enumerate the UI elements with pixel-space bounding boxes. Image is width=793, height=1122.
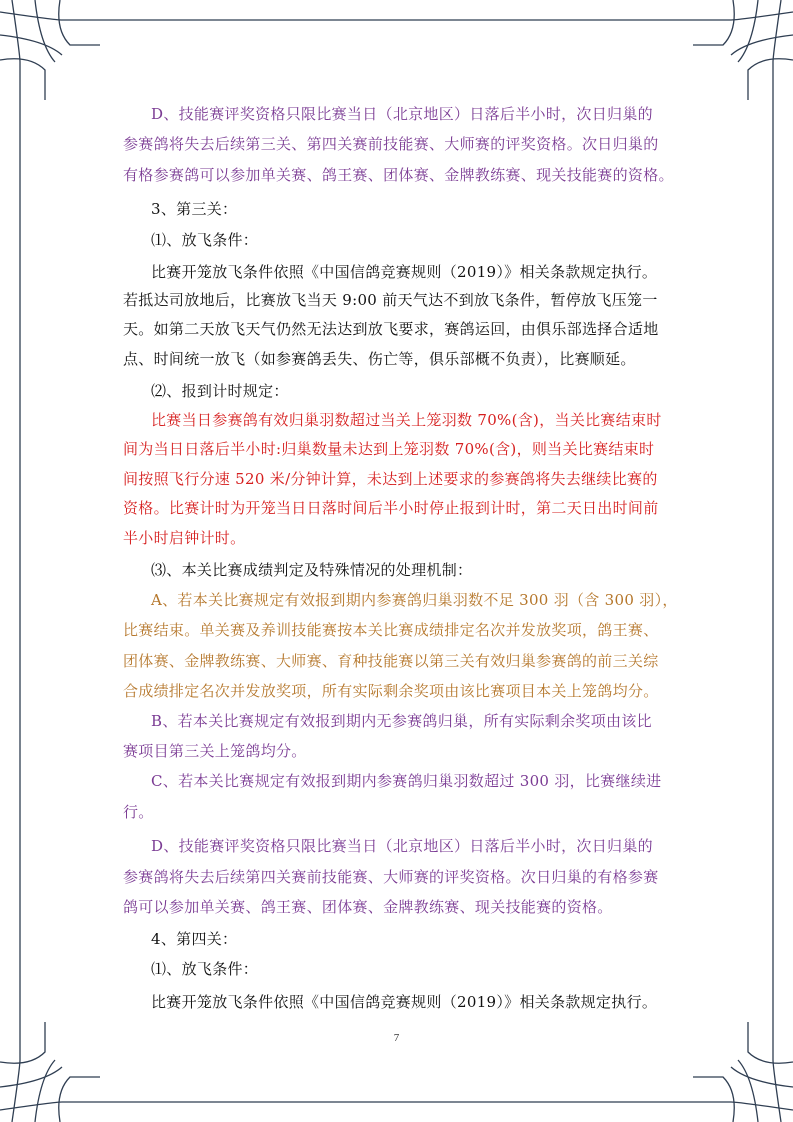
subsection-heading: ⑴、放飞条件： <box>151 231 259 249</box>
subsection-heading: ⑵、报到计时规定： <box>151 382 289 400</box>
paragraph-line: C、若本关比赛规定有效报到期内参赛鸽归巢羽数超过 300 羽，比赛继续进 <box>151 772 662 790</box>
paragraph-line: 合成绩排定名次并发放奖项，所有实际剩余奖项由该比赛项目本关上笼鸽均分。 <box>123 682 659 700</box>
paragraph-line: 半小时启钟计时。 <box>123 529 246 547</box>
paragraph-line: 间按照飞行分速 520 米/分钟计算，未达到上述要求的参赛鸽将失去继续比赛的 <box>123 470 658 488</box>
page-number: 7 <box>393 1032 400 1044</box>
paragraph-line: 赛项目第三关上笼鸽均分。 <box>123 742 307 760</box>
section-heading: 4、第四关： <box>151 930 238 948</box>
paragraph-line: 比赛结束。单关赛及养训技能赛按本关比赛成绩排定名次并发放奖项，鸽王赛、 <box>123 621 659 639</box>
paragraph-line: D、技能赛评奖资格只限比赛当日（北京地区）日落后半小时，次日归巢的 <box>151 105 653 123</box>
paragraph-line: 比赛当日参赛鸽有效归巢羽数超过当关上笼羽数 70%(含)，当关比赛结束时 <box>151 411 662 429</box>
paragraph-line: 参赛鸽将失去后续第四关赛前技能赛、大师赛的评奖资格。次日归巢的有格参赛 <box>123 868 659 886</box>
paragraph-line: 有格参赛鸽可以参加单关赛、鸽王赛、团体赛、金牌教练赛、现关技能赛的资格。 <box>123 166 674 184</box>
paragraph-line: 团体赛、金牌教练赛、大师赛、育种技能赛以第三关有效归巢参赛鸽的前三关综 <box>123 652 659 670</box>
paragraph-line: 比赛开笼放飞条件依照《中国信鸽竞赛规则（2019）》相关条款规定执行。 <box>151 263 658 281</box>
paragraph-line: B、若本关比赛规定有效报到期内无参赛鸽归巢，所有实际剩余奖项由该比 <box>151 712 652 730</box>
paragraph-line: 天。如第二天放飞天气仍然无法达到放飞要求，赛鸽运回，由俱乐部选择合适地 <box>123 320 659 338</box>
paragraph-line: 行。 <box>123 803 154 821</box>
paragraph-line: 点、时间统一放飞（如参赛鸽丢失、伤亡等，俱乐部概不负责），比赛顺延。 <box>123 350 636 368</box>
paragraph-line: 资格。比赛计时为开笼当日日落时间后半小时停止报到计时，第二天日出时间前 <box>123 499 659 517</box>
paragraph-line: 间为当日日落后半小时:归巢数量未达到上笼羽数 70%(含)，则当关比赛结束时 <box>123 440 655 458</box>
section-heading: 3、第三关： <box>151 200 238 218</box>
paragraph-line: D、技能赛评奖资格只限比赛当日（北京地区）日落后半小时，次日归巢的 <box>151 837 653 855</box>
paragraph-line: 若抵达司放地后，比赛放飞当天 9:00 前天气达不到放飞条件，暂停放飞压笼一 <box>123 291 658 309</box>
paragraph-line: 鸽可以参加单关赛、鸽王赛、团体赛、金牌教练赛、现关技能赛的资格。 <box>123 898 613 916</box>
subsection-heading: ⑴、放飞条件： <box>151 960 259 978</box>
subsection-heading: ⑶、本关比赛成绩判定及特殊情况的处理机制： <box>151 561 473 579</box>
paragraph-line: A、若本关比赛规定有效报到期内参赛鸽归巢羽数不足 300 羽（含 300 羽）， <box>151 591 678 609</box>
paragraph-line: 比赛开笼放飞条件依照《中国信鸽竞赛规则（2019）》相关条款规定执行。 <box>151 993 658 1011</box>
paragraph-line: 参赛鸽将失去后续第三关、第四关赛前技能赛、大师赛的评奖资格。次日归巢的 <box>123 135 659 153</box>
